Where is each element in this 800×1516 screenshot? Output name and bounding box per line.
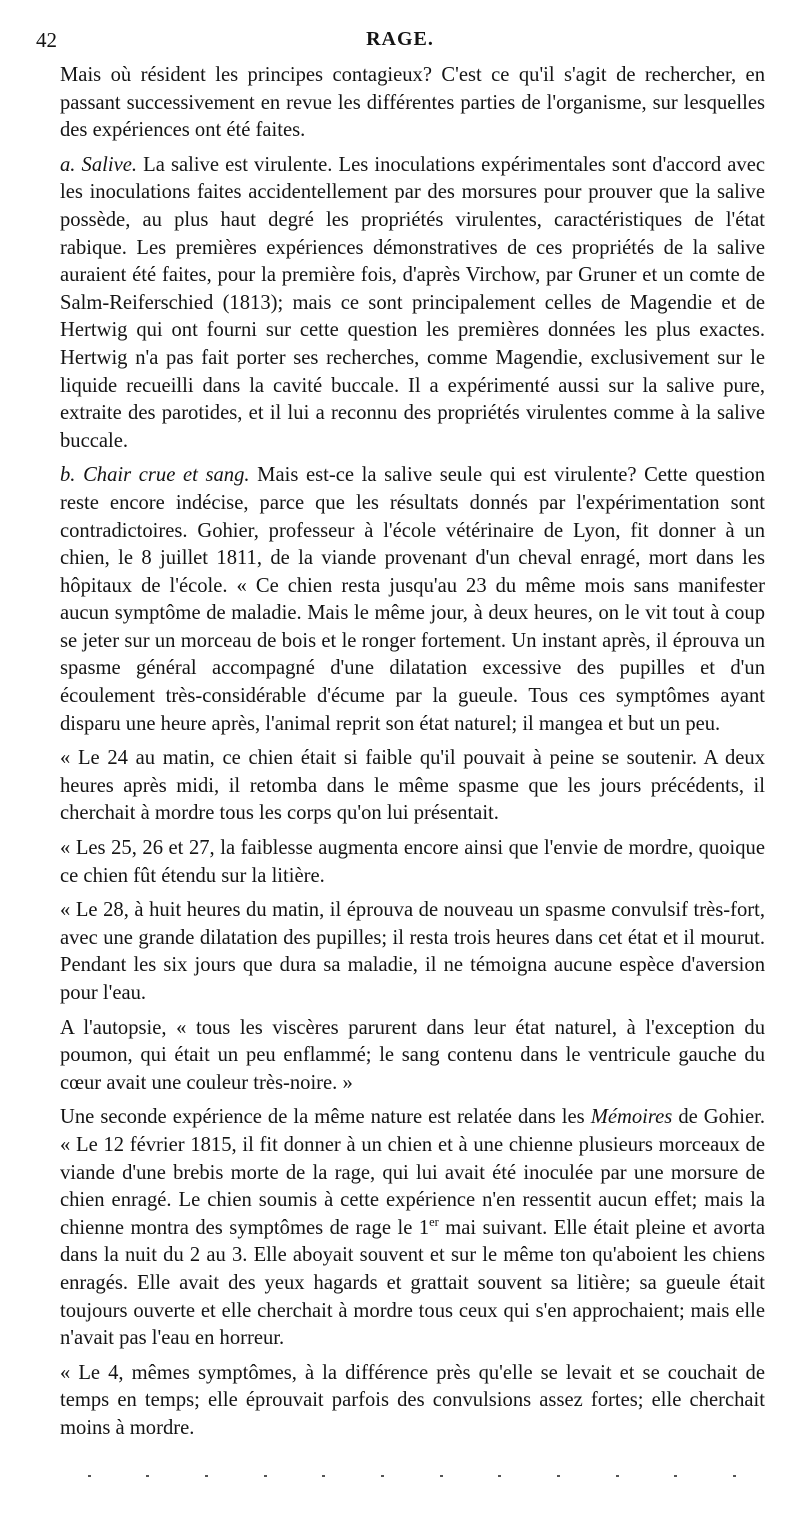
paragraph-text: Une seconde expérience de la même nature est relatée dans les bbox=[60, 1106, 591, 1129]
paragraph-chair-crue bbox=[60, 462, 765, 738]
paragraph-le-24 bbox=[60, 745, 765, 828]
page-header bbox=[36, 28, 764, 58]
paragraph-text: de Gohier. « Le 12 février 1815, il fit donner à un chien et à une chienne plusieurs morceaux de viande d'une brebis morte de la rage, qui lui avait été inoculée par une morsure de chien enragé. Le chien soumis à cette expérience n'en ressentit aucun effet; mais la chienne montra des symptômes de rage le 1 bbox=[60, 1106, 765, 1239]
paragraph-text: « Les 25, 26 et 27, la faiblesse augmenta encore ainsi que l'envie de mordre, quoique ce chien fût étendu sur la litière. bbox=[60, 837, 765, 887]
section-heading-chair-crue: b. Chair crue et sang. bbox=[60, 464, 250, 487]
paragraph-text: La salive est virulente. Les inoculations expérimentales sont d'accord avec les inoculations faites accidentellement par des morsures pour prouver que la salive possède, au plus haut degré les propriétés virulentes, caractéristiques de l'état rabique. Les premières expériences démonstratives de ces propriétés de la salive auraient été faites, pour la première fois, d'après Virchow, par Gruner et un comte de Salm-Reiferschied (1813); mais ce sont principalement celles de Magendie et de Hertwig qui ont fourni sur cette question les premières données les plus exactes. Hertwig n'a pas fait porter ses recherches, comme Magendie, exclusivement sur le liquide recueilli dans la cavité buccale. Il a expérimenté aussi sur la salive pure, extraite des parotides, et il lui a reconnu des propriétés virulentes comme à la salive buccale. bbox=[60, 153, 765, 452]
paragraph-text: mai suivant. Elle était pleine et avorta dans la nuit du 2 au 3. Elle aboyait souvent et sur le même ton qu'aboient les chiens enragés. Elle avait des yeux hagards et grattait souvent sa litière; sa gueule était toujours ouverte et elle cherchait à mordre tous ceux qui s'en approchaient; mais elle n'avait pas l'eau en horreur. bbox=[60, 1216, 765, 1350]
paragraph-text: Mais où résident les principes contagieux? C'est ce qu'il s'agit de rechercher, en passant successivement en revue les différentes parties de l'organisme, sur lesquelles des expériences ont été faites. bbox=[60, 64, 765, 142]
paragraph-seconde-experience bbox=[60, 1104, 765, 1352]
paragraph-text: « Le 4, mêmes symptômes, à la différence près qu'elle se levait et se couchait de temps en temps; elle éprouvait parfois des convulsions assez fortes; elle cherchait moins à mordre. bbox=[60, 1361, 765, 1439]
running-head: RAGE. bbox=[366, 28, 434, 50]
paragraph-text: « Le 28, à huit heures du matin, il éprouva de nouveau un spasme convulsif très-fort, avec une grande dilatation des pupilles; il resta trois heures dans cet état et il mourut. Pendant les six jours que dura sa maladie, il ne témoigna aucune espèce d'aversion pour l'eau. bbox=[60, 899, 765, 1004]
paragraph-le-28 bbox=[60, 897, 765, 1007]
page-number: 42 bbox=[36, 28, 57, 52]
paragraph-salive bbox=[60, 152, 765, 456]
section-heading-salive: a. Salive. bbox=[60, 153, 138, 176]
paragraph-intro bbox=[60, 62, 765, 145]
paragraph-text: « Le 24 au matin, ce chien était si faible qu'il pouvait à peine se soutenir. A deux heures après midi, il retomba dans le même spasme que les jours précédents, il cherchait à mordre tous les corps qu'on lui présentait. bbox=[60, 747, 765, 825]
footer-dotted-rule bbox=[60, 1470, 764, 1482]
paragraph-autopsie bbox=[60, 1015, 765, 1098]
paragraph-text: Mais est-ce la salive seule qui est virulente? Cette question reste encore indécise, parce que les résultats donnés par l'expérimentation sont contradictoires. Gohier, professeur à l'école vétérinaire de Lyon, fit donner à un chien, le 8 juillet 1811, de la viande provenant d'un cheval enragé, mort dans les hôpitaux de l'école. « Ce chien resta jusqu'au 23 du même mois sans manifester aucun symptôme de maladie. Mais le même jour, à deux heures, on le vit tout à coup se jeter sur un morceau de bois et le ronger fortement. Un instant après, il éprouva un spasme général accompagné d'une dilatation excessive des pupilles et d'un écoulement très-considérable d'écume par la gueule. Tous ces symptômes ayant disparu une heure après, l'animal reprit son état naturel; il mangea et but un peu. bbox=[60, 464, 765, 735]
body-text bbox=[60, 62, 765, 1443]
paragraph-text: A l'autopsie, « tous les viscères parurent dans leur état naturel, à l'exception du poumon, qui était un peu enflammé; le sang contenu dans le ventricule gauche du cœur avait une couleur très-noire. » bbox=[60, 1016, 765, 1094]
paragraph-le-4 bbox=[60, 1360, 765, 1443]
paragraph-les-25 bbox=[60, 835, 765, 890]
superscript-er: er bbox=[429, 1214, 439, 1229]
italic-title-memoires: Mémoires bbox=[590, 1106, 673, 1129]
